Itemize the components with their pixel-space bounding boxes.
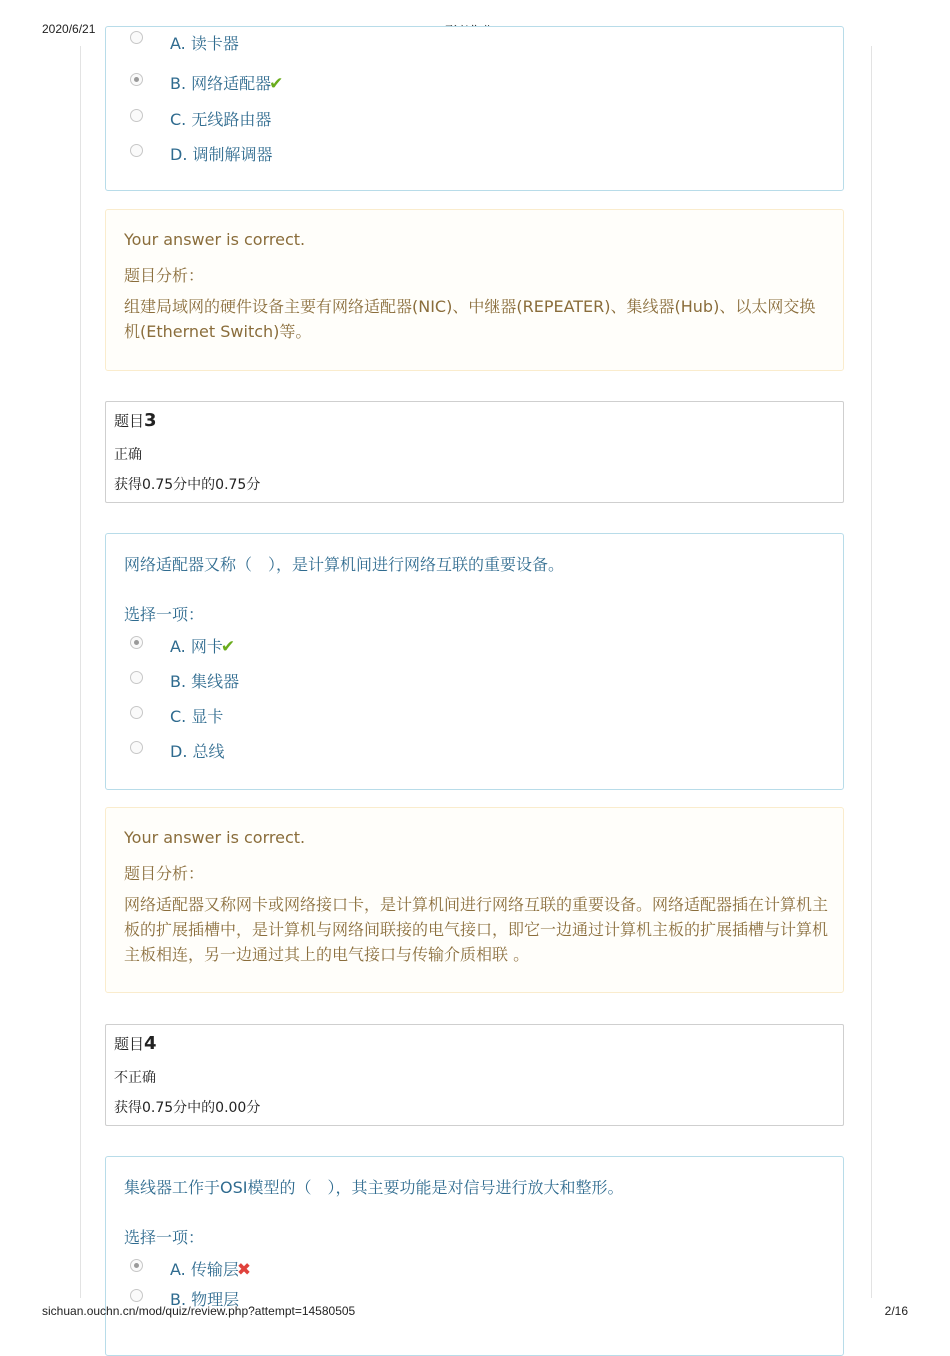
- feedback-analysis-title: 题目分析：: [124, 266, 205, 285]
- option-radio-checked[interactable]: [130, 73, 143, 86]
- question-text: 网络适配器又称（ ），是计算机间进行网络互联的重要设备。: [124, 555, 565, 574]
- question-4-formulation: [105, 1156, 844, 1356]
- question-grade: 获得0.75分中的0.00分: [114, 1100, 261, 1116]
- option-radio[interactable]: [130, 741, 143, 754]
- feedback-correct: Your answer is correct.: [124, 828, 306, 847]
- question-state: 不正确: [114, 1070, 156, 1086]
- option-radio[interactable]: [130, 109, 143, 122]
- print-page-number: 2/16: [884, 1304, 908, 1318]
- question-number: 3: [144, 410, 157, 431]
- option-b[interactable]: [130, 669, 630, 691]
- correct-check-icon: ✔: [269, 74, 284, 94]
- option-label: D. 总线: [170, 742, 225, 761]
- print-footer: [0, 1304, 950, 1320]
- option-radio-checked[interactable]: [130, 636, 143, 649]
- option-label: B. 集线器: [170, 672, 240, 691]
- option-c[interactable]: [130, 107, 630, 129]
- option-radio[interactable]: [130, 706, 143, 719]
- option-label: A. 网卡: [170, 637, 223, 656]
- question-2-feedback: [105, 209, 844, 371]
- option-a[interactable]: [130, 634, 630, 656]
- question-2-formulation: [105, 26, 844, 191]
- option-radio[interactable]: [130, 671, 143, 684]
- print-date: 2020/6/21: [42, 22, 96, 36]
- option-d[interactable]: [130, 142, 630, 164]
- question-text: 集线器工作于OSI模型的（ ），其主要功能是对信号进行放大和整形。: [124, 1178, 624, 1197]
- correct-check-icon: ✔: [220, 637, 236, 657]
- question-grade: 获得0.75分中的0.75分: [114, 477, 261, 493]
- option-label: B. 网络适配器: [170, 74, 272, 93]
- option-label: C. 显卡: [170, 707, 224, 726]
- option-a-partial[interactable]: [130, 34, 630, 53]
- question-label: 题目: [114, 1035, 145, 1053]
- option-a[interactable]: [130, 1257, 630, 1279]
- question-4-info: [105, 1024, 844, 1126]
- option-radio-checked[interactable]: [130, 1259, 143, 1272]
- feedback-analysis-title: 题目分析：: [124, 864, 205, 883]
- incorrect-cross-icon: ✖: [236, 1260, 252, 1280]
- option-radio[interactable]: [130, 1289, 143, 1302]
- option-d[interactable]: [130, 739, 630, 761]
- question-3-feedback: [105, 807, 844, 993]
- quiz-review-page: [80, 34, 872, 1309]
- feedback-analysis: 网络适配器又称网卡或网络接口卡，是计算机间进行网络互联的重要设备。网络适配器插在计算机主板的扩展插槽中，是计算机与网络间联接的电气接口，即它一边通过计算机主板的扩展插槽与计算机主板相连，另一边通过其上的电气接口与传输介质相联 。: [124, 895, 829, 964]
- option-label: D. 调制解调器: [170, 145, 273, 164]
- option-label: A. 读卡器: [170, 34, 239, 53]
- option-radio[interactable]: [130, 31, 143, 44]
- question-3-info: [105, 401, 844, 503]
- option-label: B. 物理层: [170, 1290, 240, 1309]
- option-label: C. 无线路由器: [170, 110, 272, 129]
- feedback-analysis: 组建局域网的硬件设备主要有网络适配器(NIC)、中继器(REPEATER)、集线器(Hub)、以太网交换机(Ethernet Switch)等。: [124, 297, 816, 341]
- option-label: A. 传输层: [170, 1260, 239, 1279]
- question-3-formulation: [105, 533, 844, 790]
- question-state: 正确: [114, 447, 142, 463]
- print-url: sichuan.ouchn.cn/mod/quiz/review.php?attempt=14580505: [42, 1304, 356, 1318]
- feedback-correct: Your answer is correct.: [124, 230, 306, 249]
- question-label: 题目: [114, 412, 145, 430]
- option-b[interactable]: [130, 71, 630, 93]
- option-radio[interactable]: [130, 144, 143, 157]
- answer-prompt: 选择一项：: [124, 605, 205, 624]
- option-c[interactable]: [130, 704, 630, 726]
- answer-prompt: 选择一项：: [124, 1228, 205, 1247]
- question-number: 4: [144, 1033, 157, 1054]
